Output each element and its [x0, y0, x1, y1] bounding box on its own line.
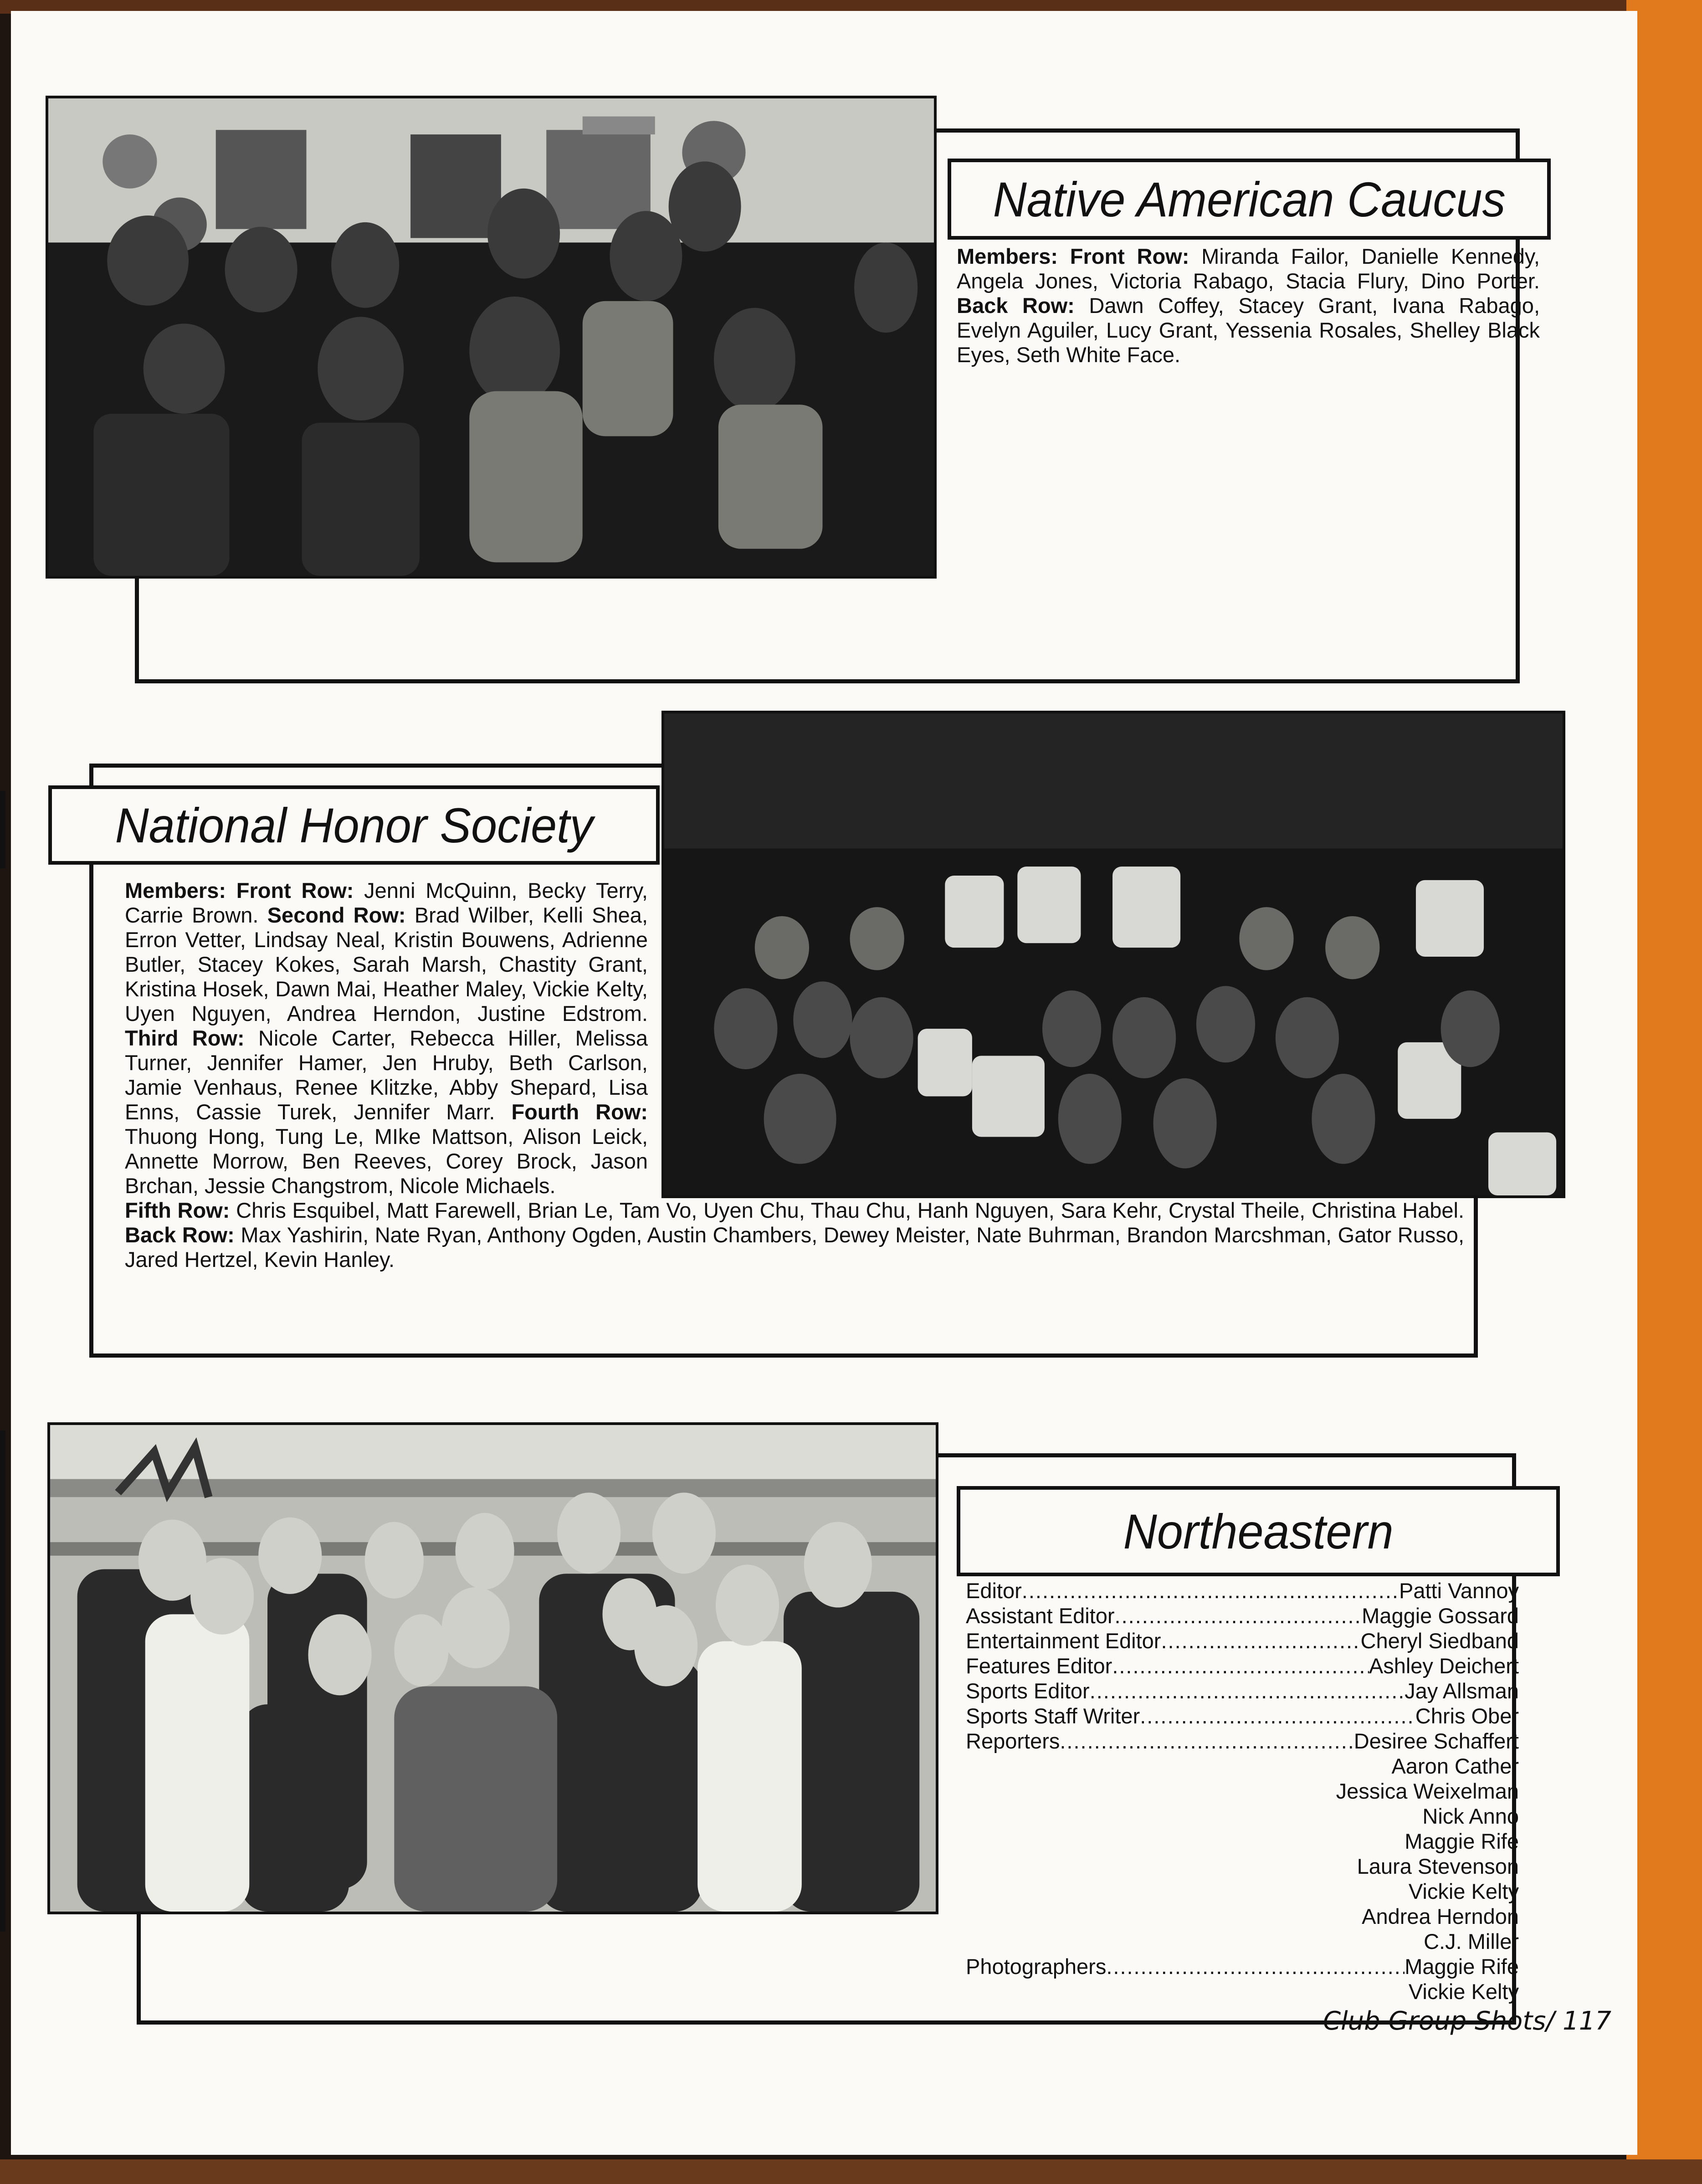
staff-name: Maggie Rife — [1405, 1954, 1519, 1979]
staff-row-sports-staff-writer — [966, 1703, 1519, 1728]
reporter-name: Vickie Kelty — [1408, 1879, 1519, 1903]
native-front-label: Front Row: — [1070, 244, 1189, 268]
staff-name: Desiree Schaffert — [1353, 1729, 1519, 1753]
staff-name: Cheryl Siedband — [1360, 1629, 1519, 1653]
nhs-front-label: Front Row: — [236, 878, 354, 902]
reporter-name: Aaron Cather — [1391, 1754, 1519, 1778]
nhs-title: National Honor Society — [115, 797, 593, 853]
native-title: Native American Caucus — [993, 171, 1506, 227]
staff-row-editor — [966, 1578, 1519, 1603]
nhs-third-label: Third Row: — [125, 1026, 245, 1050]
reporter-name: Maggie Rife — [1405, 1829, 1519, 1853]
scan-orange-edge — [1626, 0, 1702, 2184]
page-footer: Club Group Shots/ 117 — [1323, 2006, 1612, 2036]
staff-role: Reporters — [966, 1729, 1060, 1753]
native-back-label: Back Row: — [957, 293, 1075, 318]
staff-name: Patti Vannoy — [1399, 1579, 1519, 1603]
photographer-name: Vickie Kelty — [1408, 1979, 1519, 2004]
reporter-name: Laura Stevenson — [1357, 1854, 1519, 1878]
northeastern-title: Northeastern — [1123, 1503, 1394, 1559]
nhs-fifth-label: Fifth Row: — [125, 1198, 230, 1222]
staff-row-photographers — [966, 1954, 1519, 1979]
nhs-members-label: Members: — [125, 878, 226, 902]
staff-row-features-editor — [966, 1653, 1519, 1678]
native-roster — [957, 244, 1540, 367]
scan-bottom-edge — [0, 2159, 1702, 2184]
staff-role: Photographers — [966, 1954, 1107, 1979]
staff-name: Ashley Deichert — [1369, 1654, 1519, 1678]
staff-name: Chris Ober — [1415, 1704, 1519, 1728]
native-title-box — [948, 159, 1551, 240]
nhs-second-names: Brad Wilber, Kelli Shea, Erron Vetter, Lindsay Neal, Kristin Bouwens, Adrienne Butler, Stacey Kokes, Sarah Marsh, Chastity Grant, Kristina Hosek, Dawn Mai, Heather Maley, Vickie Kelty, Uyen Nguyen, Andrea Herndon, Justine Edstrom. — [125, 903, 648, 1025]
reporter-name: C.J. Miller — [1424, 1929, 1519, 1953]
reporter-name: Andrea Herndon — [1362, 1904, 1519, 1928]
staff-role: Editor — [966, 1579, 1022, 1603]
staff-row-sports-editor — [966, 1678, 1519, 1703]
native-photo — [46, 96, 937, 579]
yearbook-page — [11, 11, 1637, 2155]
staff-row-entertainment-editor — [966, 1628, 1519, 1653]
nhs-title-box — [48, 785, 660, 865]
staff-role: Features Editor — [966, 1654, 1112, 1678]
staff-name: Maggie Gossard — [1362, 1604, 1519, 1628]
native-back-names: Dawn Coffey, Stacey Grant, Ivana Rabago, Evelyn Aguiler, Lucy Grant, Yessenia Rosales, Shelley Black Eyes, Seth White Face. — [957, 293, 1540, 367]
nhs-roster-wide — [125, 1198, 1464, 1272]
staff-row-reporters — [966, 1728, 1519, 1753]
nhs-back-names: Max Yashirin, Nate Ryan, Anthony Ogden, Austin Chambers, Dewey Meister, Nate Buhrman, Brandon Marcshman, Gator Russo, Jared Hertzel, Kevin Hanley. — [125, 1223, 1464, 1271]
reporter-name: Nick Anno — [1422, 1804, 1519, 1828]
scan-left-mark — [0, 1430, 5, 1932]
staff-role: Sports Staff Writer — [966, 1704, 1140, 1728]
nhs-roster-narrow — [125, 878, 648, 1198]
nhs-front-names: Jenni McQuinn, Becky Terry, Carrie Brown. — [125, 878, 648, 927]
northeastern-staff-list — [966, 1578, 1519, 2004]
nhs-fifth-names: Chris Esquibel, Matt Farewell, Brian Le, Tam Vo, Uyen Chu, Thau Chu, Hanh Nguyen, Sara Kehr, Crystal Theile, Christina Habel. — [236, 1198, 1465, 1222]
staff-name: Jay Allsman — [1405, 1679, 1519, 1703]
nhs-fourth-label: Fourth Row: — [511, 1100, 648, 1124]
reporter-name: Jessica Weixelman — [1336, 1779, 1519, 1803]
staff-role: Entertainment Editor — [966, 1629, 1161, 1653]
staff-role: Sports Editor — [966, 1679, 1090, 1703]
nhs-fourth-names: Thuong Hong, Tung Le, MIke Mattson, Alison Leick, Annette Morrow, Ben Reeves, Corey Brock, Jason Brchan, Jessie Changstrom, Nicole Michaels. — [125, 1124, 648, 1198]
staff-role: Assistant Editor — [966, 1604, 1115, 1628]
native-front-names: Miranda Failor, Danielle Kennedy, Angela Jones, Victoria Rabago, Stacia Flury, Dino Porter. — [957, 244, 1540, 293]
nhs-photo — [661, 711, 1565, 1198]
staff-row-assistant-editor — [966, 1603, 1519, 1628]
northeastern-title-box — [957, 1486, 1560, 1576]
scan-left-mark — [0, 791, 5, 868]
nhs-third-names: Nicole Carter, Rebecca Hiller, Melissa Turner, Jennifer Hamer, Jen Hruby, Beth Carlson, Jamie Venhaus, Renee Klitzke, Abby Shepard, Lisa Enns, Cassie Turek, Jennifer Marr. — [125, 1026, 648, 1124]
northeastern-photo — [47, 1422, 938, 1914]
nhs-back-label: Back Row: — [125, 1223, 235, 1247]
nhs-second-label: Second Row: — [267, 903, 406, 927]
native-members-label: Members: — [957, 244, 1058, 268]
